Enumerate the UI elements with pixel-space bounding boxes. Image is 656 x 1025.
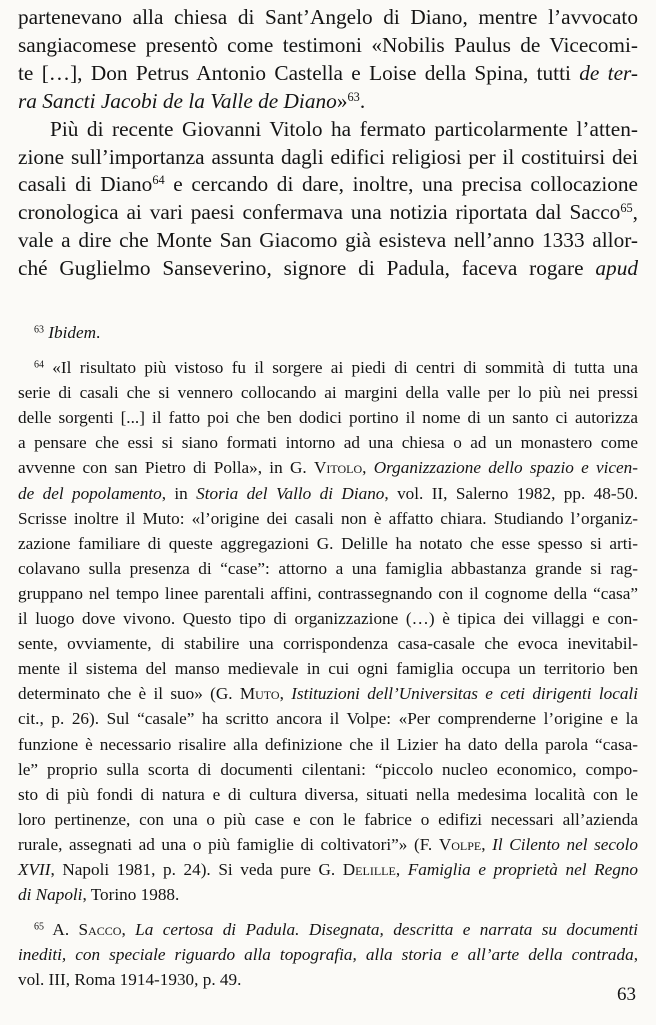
footnote-line: sente, ovviamente, di stabilire una corrispondenza casa-casale che evoca inevitabil- [18,634,638,654]
footnote-line: rurale, assegnati ad una o più famiglie di coltivatori”» (F. Volpe, Il Cilento nel secolo [18,834,639,854]
footnote-63: $^{63}$ Ibidem. [34,323,101,342]
text-line: vale a dire che Monte San Giacomo già esisteva nell’anno 1333 allor- [18,228,638,253]
footnote-line: le” proprio sulla scorta di documenti cilentani: “piccolo nucleo economico, compo- [18,759,638,779]
footnote-line: de del popolamento, in Storia del Vallo di Diano, vol. II, Salerno 1982, pp. 48-50. [18,483,639,503]
footnote-line: XVII, Napoli 1981, p. 24). Si veda pure G. Delille, Famiglia e proprietà nel Regno [18,859,638,879]
footnote-line: avvenne con san Pietro di Polla», in G. Vitolo, Organizzazione dello spazio e vicen- [18,458,638,478]
footnote-line: loro pertinenze, con una o più case e con le fabrice o edifizi necessari all’azienda [18,809,638,829]
footnote-ref-63[interactable]: 63 [347,89,360,104]
footnote-line: zazione familiare di queste aggregazioni G. Delille ha notato che esse spesso si arti- [18,533,638,553]
text-line: ché Guglielmo Sanseverino, signore di Padula, faceva rogare apud [18,256,638,281]
footnote-line: funzione è necessario risalire alla definizione che il Lizier ha dato della parola “casa- [18,734,638,754]
footnote-line: il luogo dove vivono. Questo tipo di organizzazione (…) è tipica dei villaggi e con- [18,609,638,629]
footnote-line: sto di più fondi di natura e di cultura diversa, situati nella medesima località con le [18,784,638,804]
text-line: Più di recente Giovanni Vitolo ha fermato particolarmente l’atten- [50,116,638,141]
footnote-64: $^{64}$ «Il risultato più vistoso fu il sorgere ai piedi di centri di sommità di tutta una [34,358,638,378]
footnote-line: a pensare che essi si siano formati intorno ad una chiesa o ad un monastero come [18,433,638,453]
footnote-65: $^{65}$ A. Sacco, La certosa di Padula. Disegnata, descritta e narrata su documenti [34,920,638,940]
text-line: casali di Diano$^{64}$ e cercando di dare, inoltre, una precisa collocazione [18,172,638,197]
text-line: ra Sancti Jacobi de la Valle de Diano»$^{63}$. [18,88,366,113]
footnote-line: vol. III, Roma 1914-1930, p. 49. [18,970,242,990]
main-text [18,4,638,283]
text-line: partenevano alla chiesa di Sant’Angelo di Diano, mentre l’avvocato [18,5,638,29]
text-line: zione sull’importanza assunta dagli edifici religiosi per il costituirsi dei [18,144,638,169]
page-number: 63 [617,984,636,1005]
footnote-line: colavano sulla presenza di “case”: attorno a una famiglia abbastanza grande si rag- [18,558,638,578]
text-line: te […], Don Petrus Antonio Castella e Loise della Spina, tutti de ter- [18,60,639,85]
footnote-line: determinato che è il suo» (G. Muto, Istituzioni dell’Universitas e ceti dirigenti locali [18,684,638,704]
text-line: cronologica ai vari paesi confermava una notizia riportata dal Sacco$^{65}$, [18,200,638,225]
footnote-line: gruppano nel tempo linee parentali affini, contrassegnando con il cognome della “casa” [18,583,638,603]
footnote-ref-65[interactable]: 65 [620,201,633,216]
footnote-line: di Napoli, Torino 1988. [18,885,180,905]
footnote-line: Scrisse inoltre il Muto: «l’origine dei casali non è affatto chiara. Studiando l’organiz- [18,508,638,528]
footnote-ref-64[interactable]: 64 [152,173,165,188]
footnote-line: inediti, con speciale riguardo alla topografia, alla storia e all’arte della contrada, [18,945,638,965]
text-line: sangiacomese presentò come testimoni «Nobilis Paulus de Vicecomi- [18,32,638,57]
footnote-line: serie di casali che si vennero collocando ai margini della valle per lo più nei pressi [18,383,638,403]
footnotes [18,320,638,992]
footnote-line: delle sorgenti [...] il fatto poi che ben dodici portino il nome di un santo ci autorizza [18,408,638,428]
footnote-line: cit., p. 26). Sul “casale” ha scritto ancora il Volpe: «Per comprenderne l’origine e la [18,709,638,729]
footnote-line: mente il sistema del manso medievale in cui ogni famiglia occupa un territorio ben [18,659,638,679]
